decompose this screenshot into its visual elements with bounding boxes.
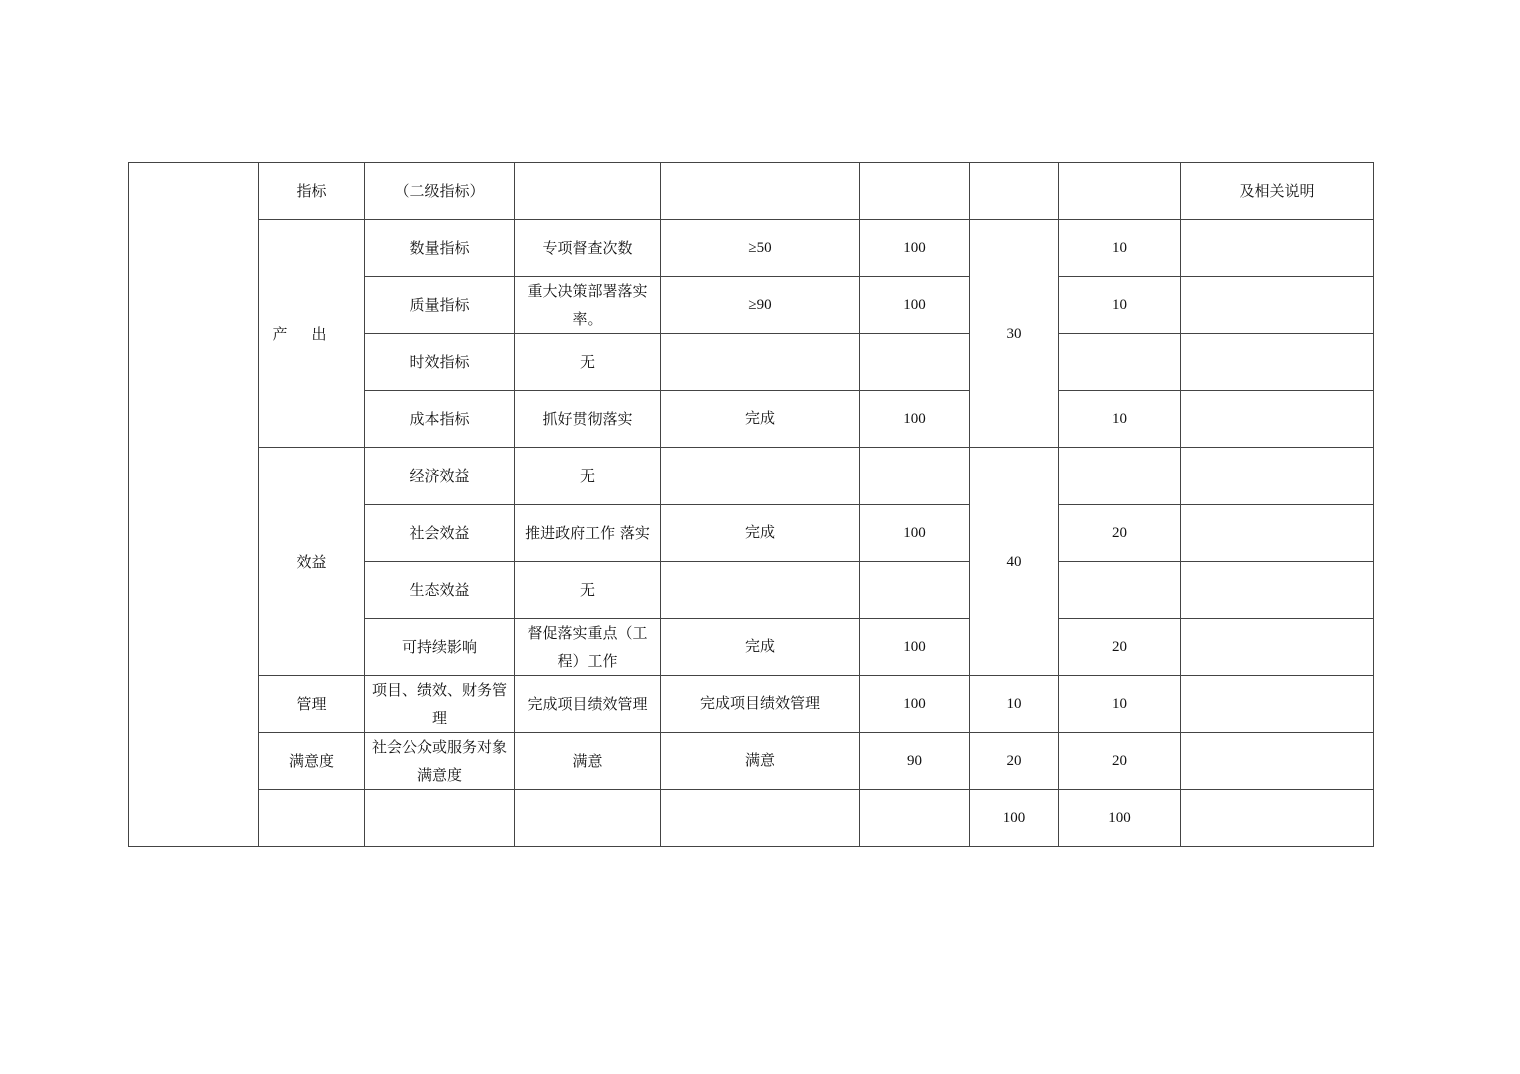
indicator-cell: 经济效益 xyxy=(365,448,515,505)
group-management-weight: 10 xyxy=(970,676,1059,733)
total-weight: 100 xyxy=(970,790,1059,847)
group-satisfaction-weight: 20 xyxy=(970,733,1059,790)
group-benefit-weight: 40 xyxy=(970,448,1059,676)
target-cell: ≥50 xyxy=(661,220,860,277)
score-cell xyxy=(1059,562,1181,619)
target-cell: 完成 xyxy=(661,505,860,562)
target-cell: 完成项目绩效管理 xyxy=(661,676,860,733)
actual-cell: 100 xyxy=(860,391,970,448)
content-cell: 满意 xyxy=(515,733,661,790)
total-row xyxy=(129,790,1374,847)
target-cell: ≥90 xyxy=(661,277,860,334)
score-cell xyxy=(1059,448,1181,505)
content-cell: 完成项目绩效管理 xyxy=(515,676,661,733)
header-row xyxy=(129,163,1374,220)
actual-cell xyxy=(860,448,970,505)
indicator-cell: 社会公众或服务对象满意度 xyxy=(365,733,515,790)
target-cell xyxy=(661,448,860,505)
indicator-cell: 质量指标 xyxy=(365,277,515,334)
score-cell: 20 xyxy=(1059,733,1181,790)
score-cell: 20 xyxy=(1059,505,1181,562)
group-benefit-label: 效益 xyxy=(259,448,365,676)
target-cell xyxy=(661,562,860,619)
performance-indicator-table xyxy=(128,162,1374,847)
content-cell: 无 xyxy=(515,448,661,505)
table-row xyxy=(129,220,1374,277)
table-row xyxy=(129,676,1374,733)
indicator-cell: 数量指标 xyxy=(365,220,515,277)
target-cell: 完成 xyxy=(661,391,860,448)
actual-cell: 90 xyxy=(860,733,970,790)
group-management-label: 管理 xyxy=(259,676,365,733)
group-output-weight: 30 xyxy=(970,220,1059,448)
table-row xyxy=(129,448,1374,505)
header-level1: 指标 xyxy=(259,163,365,220)
actual-cell: 100 xyxy=(860,505,970,562)
group-output-label: 产出 xyxy=(259,220,365,448)
content-cell: 抓好贯彻落实 xyxy=(515,391,661,448)
score-cell: 20 xyxy=(1059,619,1181,676)
target-cell: 满意 xyxy=(661,733,860,790)
actual-cell: 100 xyxy=(860,220,970,277)
target-cell: 完成 xyxy=(661,619,860,676)
actual-cell: 100 xyxy=(860,277,970,334)
indicator-cell: 社会效益 xyxy=(365,505,515,562)
score-cell: 10 xyxy=(1059,676,1181,733)
content-cell: 重大决策部署落实率。 xyxy=(515,277,661,334)
content-cell: 无 xyxy=(515,334,661,391)
content-cell: 推进政府工作 落实 xyxy=(515,505,661,562)
indicator-cell: 项目、绩效、财务管理 xyxy=(365,676,515,733)
header-note: 及相关说明 xyxy=(1181,163,1374,220)
indicator-cell: 成本指标 xyxy=(365,391,515,448)
indicator-cell: 时效指标 xyxy=(365,334,515,391)
actual-cell: 100 xyxy=(860,676,970,733)
actual-cell xyxy=(860,562,970,619)
left-blank-cell xyxy=(129,163,259,847)
group-satisfaction-label: 满意度 xyxy=(259,733,365,790)
score-cell: 10 xyxy=(1059,220,1181,277)
score-cell: 10 xyxy=(1059,277,1181,334)
score-cell: 10 xyxy=(1059,391,1181,448)
score-cell xyxy=(1059,334,1181,391)
total-score: 100 xyxy=(1059,790,1181,847)
actual-cell xyxy=(860,334,970,391)
header-level2: （二级指标） xyxy=(365,163,515,220)
target-cell xyxy=(661,334,860,391)
content-cell: 督促落实重点（工程）工作 xyxy=(515,619,661,676)
indicator-cell: 生态效益 xyxy=(365,562,515,619)
actual-cell: 100 xyxy=(860,619,970,676)
content-cell: 无 xyxy=(515,562,661,619)
indicator-cell: 可持续影响 xyxy=(365,619,515,676)
table-row xyxy=(129,733,1374,790)
content-cell: 专项督查次数 xyxy=(515,220,661,277)
